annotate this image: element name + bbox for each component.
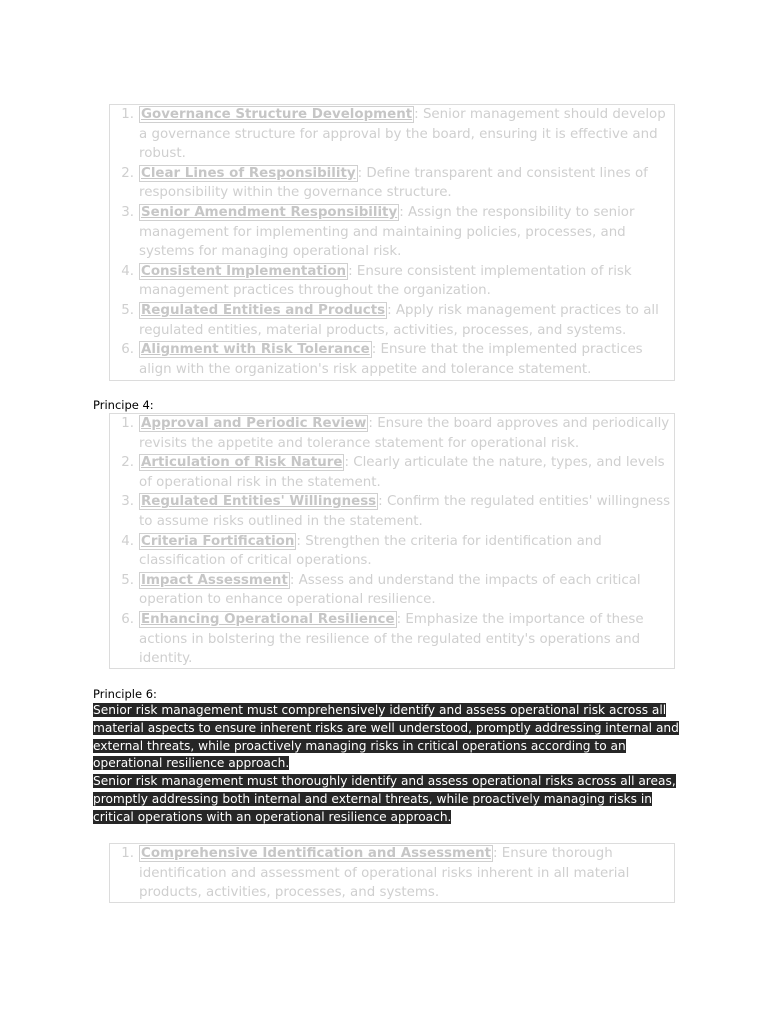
list-text: Ensure the board approves and periodically revisits the appetite and tolerance statement for operational risk. [139, 416, 670, 451]
list-item: 3. Senior Amendment Responsibility : Assign the responsibility to senior management for implementing and maintaining policies, processes, and systems for managing operational risk. [110, 203, 674, 262]
list-text: Assign the responsibility to senior management for implementing and maintaining policies, processes, and systems for managing operational risk. [139, 204, 635, 260]
list-term[interactable]: Regulated Entities and Products [141, 302, 386, 318]
principle-6-paragraph: Senior risk management must comprehensively identify and assess operational risk across all material aspects to ensure inherent risks are well understood, promptly addressing internal and external threats, while proactively managing risks in critical operations according to an operational resilience approach. [93, 703, 679, 771]
list-number: 6. [121, 611, 134, 627]
list-term[interactable]: Enhancing Operational Resilience [141, 611, 395, 627]
list-item: 2. Clear Lines of Responsibility : Define transparent and consistent lines of responsibility within the governance structure. [110, 164, 674, 203]
list-term[interactable]: Regulated Entities' Willingness [141, 494, 377, 510]
list-term[interactable]: Impact Assessment [141, 572, 288, 588]
list-text: Define transparent and consistent lines of responsibility within the governance structure. [139, 165, 648, 201]
list-item: 4. Criteria Fortification : Strengthen the criteria for identification and classification of critical operations. [110, 532, 674, 571]
list-item: 4. Consistent Implementation : Ensure consistent implementation of risk management practices throughout the organization. [110, 262, 674, 301]
list-text: Assess and understand the impacts of each critical operation to enhance operational resilience. [139, 572, 641, 608]
list-text: Emphasize the importance of these actions in bolstering the resilience of the regulated entity's operations and identity. [139, 611, 644, 667]
list-text: Confirm the regulated entities' willingness to assume risks outlined in the statement. [139, 494, 671, 529]
list-item: 1. Governance Structure Development : Senior management should develop a governance structure for approval by the board, ensuring it is effective and robust. [110, 105, 674, 164]
list-term[interactable]: Comprehensive Identification and Assessment [141, 846, 492, 861]
list-text: Ensure that the implemented practices align with the organization's risk appetite and tolerance statement. [139, 342, 643, 377]
principle-3-list [109, 104, 675, 381]
principle-6-heading: Principle 6: [93, 687, 157, 701]
principle-4-heading: Principe 4: [93, 398, 154, 412]
list-term[interactable]: Alignment with Risk Tolerance [141, 342, 370, 358]
list-item: 3. Regulated Entities' Willingness : Confirm the regulated entities' willingness to assume risks outlined in the statement. [110, 492, 674, 531]
list-text: Ensure thorough identification and assessment of operational risks inherent in all material products, activities, processes, and systems. [139, 846, 630, 901]
list-number: 6. [121, 342, 134, 358]
list-number: 2. [121, 165, 134, 181]
list-text: Senior management should develop a governance structure for approval by the board, ensuring it is effective and robust. [139, 107, 666, 162]
list-text: Apply risk management practices to all regulated entities, material products, activities, processes, and systems. [139, 302, 659, 338]
list-number: 2. [121, 455, 134, 471]
list-number: 1. [121, 107, 134, 122]
principle-6-list [109, 843, 675, 903]
principle-6-selected-text[interactable] [93, 702, 683, 827]
list-term[interactable]: Approval and Periodic Review [141, 416, 367, 431]
principle-6-paragraph: Senior risk management must thoroughly identify and assess operational risks across all areas, promptly addressing both internal and external threats, while proactively managing risks in critical operations with an operational resilience approach. [93, 774, 676, 824]
list-item: 6. Enhancing Operational Resilience : Emphasize the importance of these actions in bolstering the resilience of the regulated entity's operations and identity. [110, 610, 674, 669]
list-term[interactable]: Governance Structure Development [141, 107, 413, 122]
list-term[interactable]: Criteria Fortification [141, 533, 295, 549]
list-text: Strengthen the criteria for identification and classification of critical operations. [139, 533, 602, 569]
list-number: 1. [121, 416, 134, 431]
list-item: 5. Impact Assessment : Assess and understand the impacts of each critical operation to enhance operational resilience. [110, 571, 674, 610]
list-number: 4. [121, 533, 134, 549]
list-item: 2. Articulation of Risk Nature : Clearly articulate the nature, types, and levels of operational risk in the statement. [110, 453, 674, 492]
list-item: 6. Alignment with Risk Tolerance : Ensure that the implemented practices align with the organization's risk appetite and tolerance statement. [110, 340, 674, 379]
list-number: 4. [121, 263, 134, 279]
list-item: 5. Regulated Entities and Products : Apply risk management practices to all regulated entities, material products, activities, processes, and systems. [110, 301, 674, 340]
list-number: 3. [121, 204, 134, 220]
list-term[interactable]: Senior Amendment Responsibility [141, 204, 398, 220]
list-number: 5. [121, 572, 134, 588]
list-number: 5. [121, 302, 134, 318]
list-term[interactable]: Consistent Implementation [141, 263, 347, 279]
list-item: 1. Approval and Periodic Review : Ensure the board approves and periodically revisits the appetite and tolerance statement for operational risk. [110, 414, 674, 453]
list-term[interactable]: Articulation of Risk Nature [141, 455, 343, 471]
list-term[interactable]: Clear Lines of Responsibility [141, 165, 356, 181]
list-text: Ensure consistent implementation of risk management practices throughout the organization. [139, 263, 632, 299]
list-number: 1. [121, 846, 134, 861]
list-text: Clearly articulate the nature, types, and levels of operational risk in the statement. [139, 455, 665, 490]
list-number: 3. [121, 494, 134, 510]
list-item: 1. Comprehensive Identification and Assessment : Ensure thorough identification and assessment of operational risks inherent in all material products, activities, processes, and systems. [110, 844, 674, 903]
principle-4-list [109, 413, 675, 669]
